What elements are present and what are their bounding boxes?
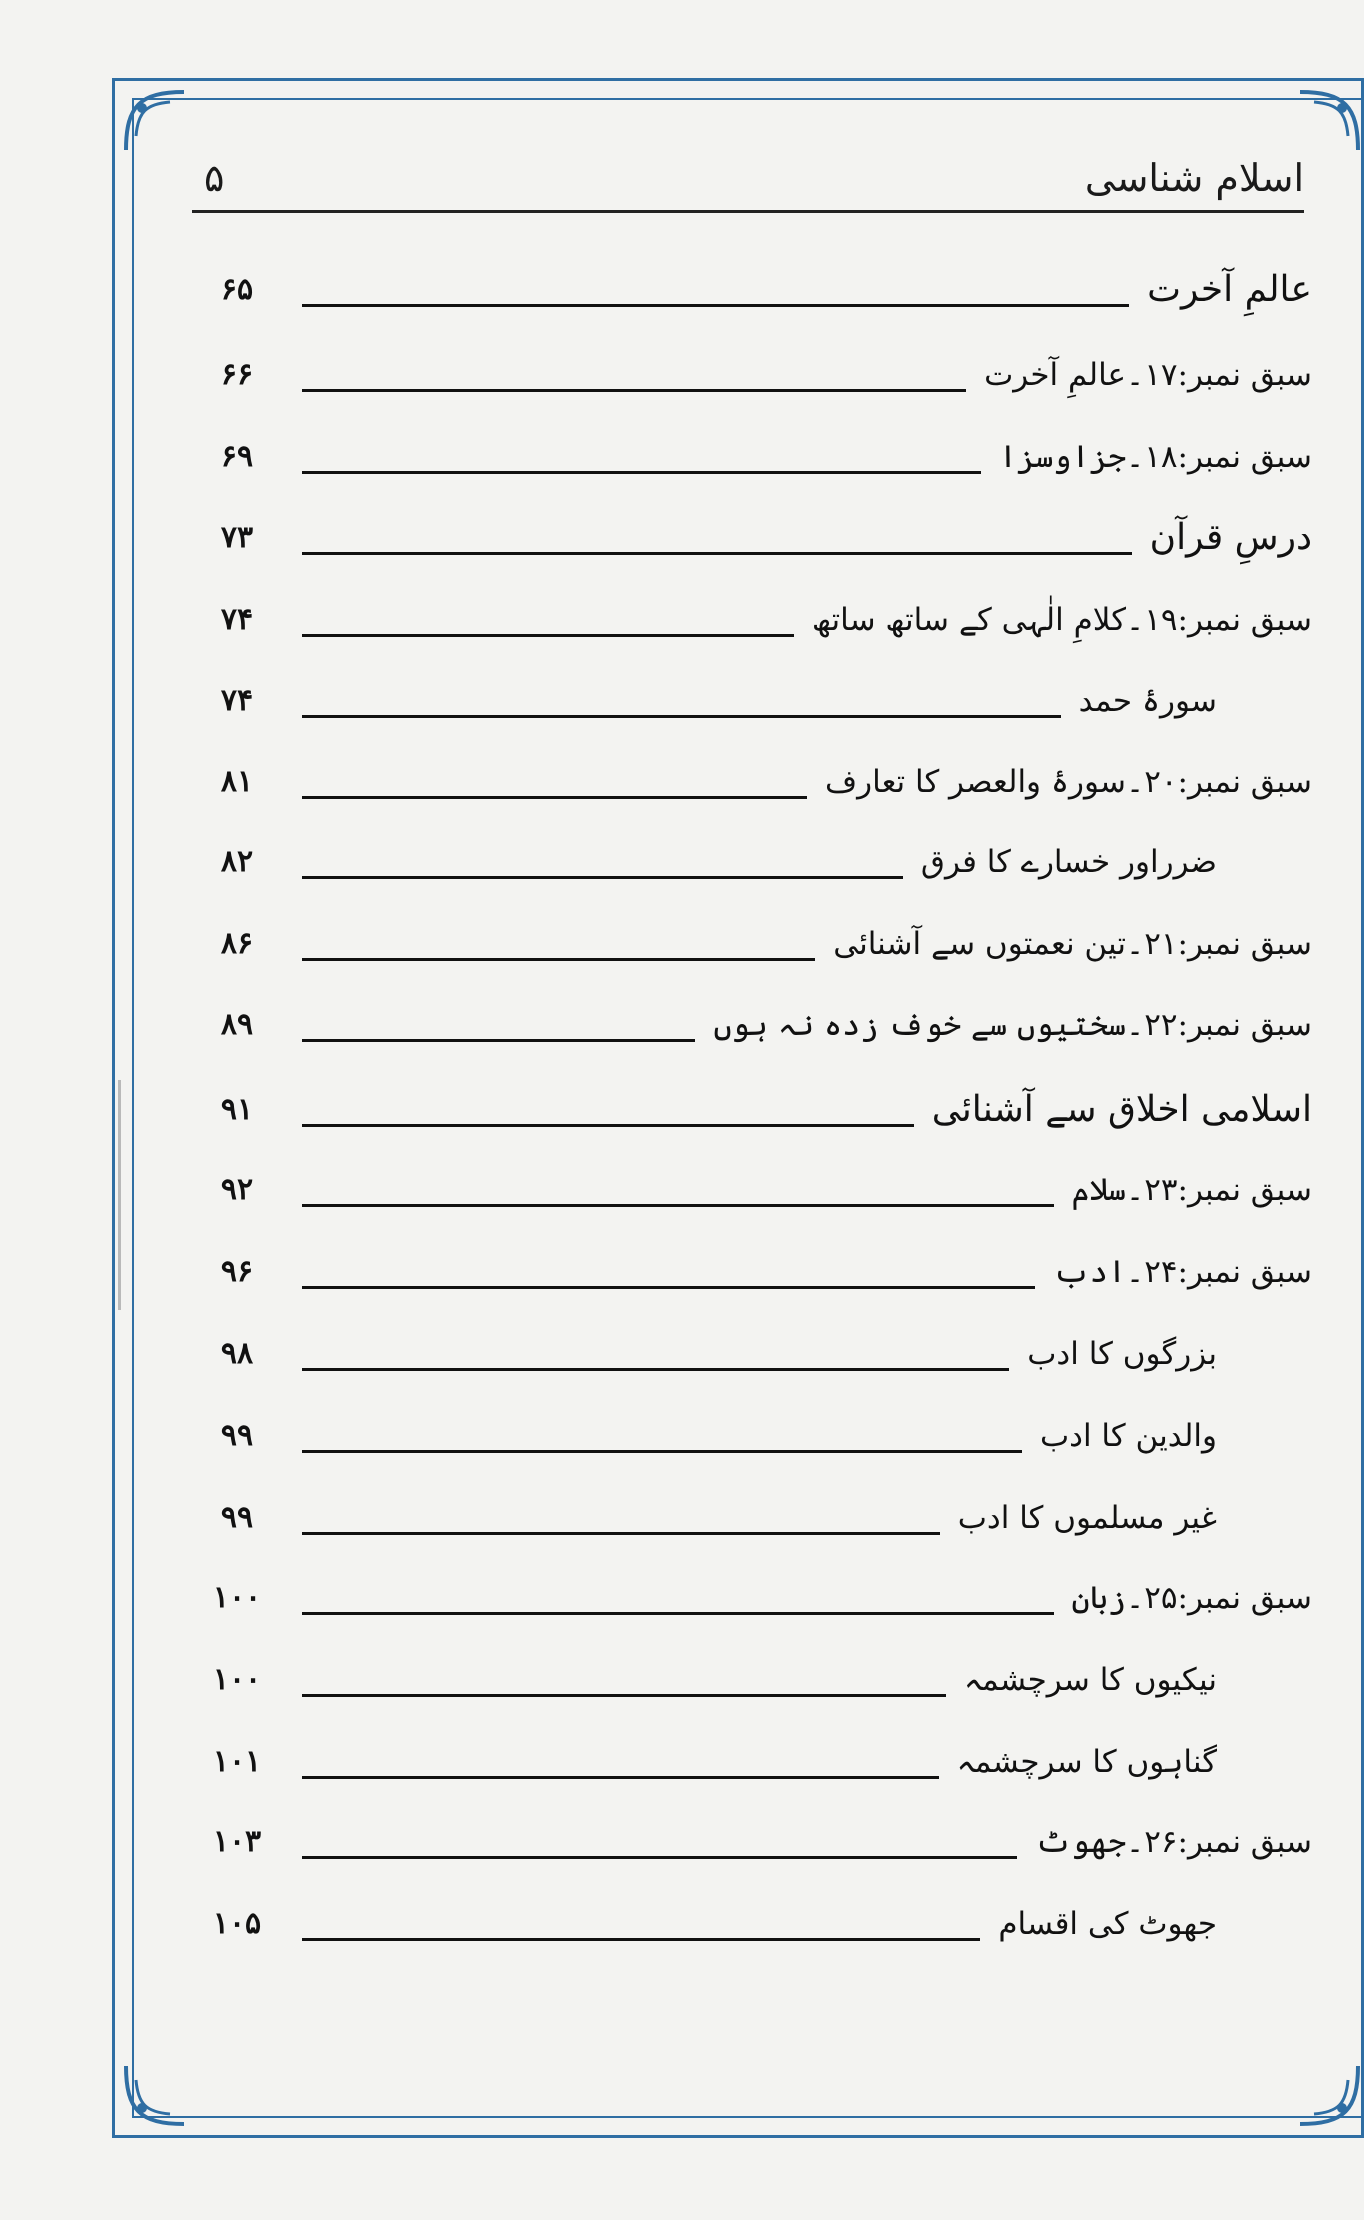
toc-leader-line bbox=[302, 1368, 1009, 1371]
toc-entry-title: والدین کا ادب bbox=[1039, 1418, 1217, 1454]
toc-entry-title: سبق نمبر:۲۴۔ادب bbox=[1053, 1254, 1312, 1290]
toc-leader-line bbox=[302, 1124, 914, 1127]
toc-row bbox=[192, 508, 1312, 568]
toc-page-number: ۸۱ bbox=[220, 764, 254, 799]
toc-page-number: ۱۰۵ bbox=[212, 1906, 262, 1941]
toc-entry-title: غیر مسلموں کا ادب bbox=[957, 1500, 1217, 1536]
toc-leader-line bbox=[302, 1450, 1022, 1453]
corner-ornament-icon bbox=[120, 2060, 190, 2130]
toc-page-number: ۹۹ bbox=[220, 1418, 254, 1453]
toc-row bbox=[192, 1080, 1312, 1140]
toc-entry-title: سبق نمبر:۱۸۔جزاوسزا bbox=[998, 439, 1312, 475]
toc-leader-line bbox=[302, 471, 981, 474]
toc-page-number: ۱۰۰ bbox=[212, 1662, 262, 1697]
toc-row bbox=[192, 1894, 1312, 1954]
toc-entry-title: جھوٹ کی اقسام bbox=[998, 1906, 1217, 1942]
toc-page-number: ۹۱ bbox=[220, 1092, 254, 1127]
toc-leader-line bbox=[302, 1532, 940, 1535]
toc-row bbox=[192, 590, 1312, 650]
toc-page-number: ۸۶ bbox=[220, 926, 254, 961]
toc-leader-line bbox=[302, 634, 794, 637]
page-number: ۵ bbox=[204, 156, 225, 200]
toc-entry-title: سبق نمبر:۲۵۔زبان bbox=[1071, 1580, 1312, 1616]
toc-entry-title: ضرراور خسارے کا فرق bbox=[920, 844, 1217, 880]
toc-leader-line bbox=[302, 1856, 1017, 1859]
toc-entry-title: سورۂ حمد bbox=[1078, 683, 1217, 719]
toc-leader-line bbox=[302, 876, 903, 879]
toc-page-number: ۱۰۱ bbox=[212, 1744, 262, 1779]
toc-row bbox=[192, 1242, 1312, 1302]
toc-leader-line bbox=[302, 1938, 980, 1941]
running-title: اسلام شناسی bbox=[1084, 156, 1304, 200]
toc-entry-title: سبق نمبر:۲۲۔سختیوں سے خوف زدہ نہ ہوں bbox=[713, 1007, 1312, 1043]
toc-page-number: ۱۰۰ bbox=[212, 1580, 262, 1615]
toc-entry-title: درسِ قرآن bbox=[1149, 517, 1312, 558]
toc-entry-title: عالمِ آخرت bbox=[1147, 269, 1312, 310]
toc-row bbox=[192, 914, 1312, 974]
toc-leader-line bbox=[302, 1776, 939, 1779]
toc-page-number: ۹۶ bbox=[220, 1254, 254, 1289]
toc-leader-line bbox=[302, 1694, 946, 1697]
toc-page-number: ۶۶ bbox=[220, 357, 254, 392]
toc-entry-title: نیکیوں کا سرچشمہ bbox=[963, 1662, 1217, 1698]
toc-leader-line bbox=[302, 1612, 1054, 1615]
toc-leader-line bbox=[302, 552, 1132, 555]
table-of-contents bbox=[192, 250, 1312, 2000]
toc-page-number: ۹۸ bbox=[220, 1336, 254, 1371]
toc-entry-title: سبق نمبر:۱۹۔کلامِ الٰہی کے ساتھ ساتھ bbox=[811, 602, 1312, 638]
toc-leader-line bbox=[302, 389, 966, 392]
toc-page-number: ۷۳ bbox=[220, 520, 254, 555]
toc-row bbox=[192, 832, 1312, 892]
toc-row bbox=[192, 1732, 1312, 1792]
toc-row bbox=[192, 752, 1312, 812]
toc-row bbox=[192, 345, 1312, 405]
toc-leader-line bbox=[302, 304, 1129, 307]
toc-page-number: ۹۹ bbox=[220, 1500, 254, 1535]
toc-page-number: ۷۴ bbox=[220, 602, 254, 637]
toc-entry-title: اسلامی اخلاق سے آشنائی bbox=[931, 1089, 1312, 1130]
margin-mark bbox=[118, 1080, 121, 1310]
toc-row bbox=[192, 1160, 1312, 1220]
toc-entry-title: سبق نمبر:۲۰۔سورۂ والعصر کا تعارف bbox=[825, 764, 1312, 800]
toc-entry-title: سبق نمبر:۲۳۔سلام bbox=[1071, 1172, 1312, 1208]
toc-row bbox=[192, 427, 1312, 487]
toc-row bbox=[192, 1488, 1312, 1548]
toc-page-number: ۷۴ bbox=[220, 683, 254, 718]
toc-row bbox=[192, 1324, 1312, 1384]
toc-leader-line bbox=[302, 1204, 1054, 1207]
corner-ornament-icon bbox=[120, 86, 190, 156]
toc-entry-title: سبق نمبر:۲۱۔تین نعمتوں سے آشنائی bbox=[833, 926, 1312, 962]
corner-ornament-icon bbox=[1294, 86, 1364, 156]
toc-row bbox=[192, 1812, 1312, 1872]
toc-leader-line bbox=[302, 715, 1061, 718]
toc-page-number: ۹۲ bbox=[220, 1172, 254, 1207]
toc-row bbox=[192, 1568, 1312, 1628]
corner-ornament-icon bbox=[1294, 2060, 1364, 2130]
toc-leader-line bbox=[302, 958, 815, 961]
toc-row bbox=[192, 260, 1312, 320]
toc-leader-line bbox=[302, 1286, 1035, 1289]
page-header bbox=[192, 140, 1304, 213]
toc-entry-title: سبق نمبر:۲۶۔جھوٹ bbox=[1035, 1824, 1312, 1860]
toc-leader-line bbox=[302, 1039, 695, 1042]
toc-page-number: ۶۹ bbox=[220, 439, 254, 474]
toc-page-number: ۸۹ bbox=[220, 1007, 254, 1042]
toc-entry-title: گناہوں کا سرچشمہ bbox=[956, 1744, 1217, 1780]
toc-page-number: ۸۲ bbox=[220, 844, 254, 879]
toc-leader-line bbox=[302, 796, 807, 799]
toc-row bbox=[192, 671, 1312, 731]
toc-page-number: ۶۵ bbox=[220, 272, 254, 307]
toc-row bbox=[192, 1650, 1312, 1710]
toc-row bbox=[192, 995, 1312, 1055]
toc-row bbox=[192, 1406, 1312, 1466]
toc-entry-title: سبق نمبر:۱۷۔عالمِ آخرت bbox=[984, 357, 1312, 393]
toc-entry-title: بزرگوں کا ادب bbox=[1027, 1336, 1217, 1372]
toc-page-number: ۱۰۳ bbox=[212, 1824, 262, 1859]
